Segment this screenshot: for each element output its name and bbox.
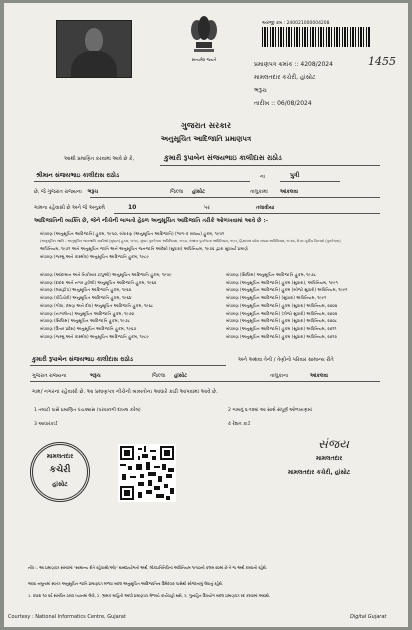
order-item: બંધારણ (પોંડિચેરી) અનુસૂચિત આદિજાતિ હુકમ, ૧૯૬૪ xyxy=(40,295,132,301)
handwritten-number: 1455 xyxy=(368,55,396,68)
orders-right-list xyxy=(226,271,347,340)
issue-date-row xyxy=(254,100,312,108)
parent-name: શ્રીમાન સંજયભાઇ કાલીદાસ રાઠોડ xyxy=(36,172,120,179)
order-item: બંધારણ (અનુસૂચિત આદિજાતિ) હુકમ (સુધારા), અધિનિયમ, ૧૯૯૧ xyxy=(226,279,338,285)
order-item: બંધારણ (અનુસૂચિત આદિજાતિ) હુકમ (સુધારા) અધિનિયમ, ૨૦૧૧ xyxy=(226,325,337,331)
government-title: ગુજરાત સરકાર xyxy=(181,121,231,130)
relation-label: ના xyxy=(260,174,265,180)
certificate-number: 4208/2024 xyxy=(300,61,333,68)
certificate-number-label: પ્રમાણપત્ર ક્રમાંક :: xyxy=(254,61,299,68)
taluka-label: તાલુકામાં xyxy=(250,189,268,195)
family-suffix: અને અથવા તેની / તેણીનો પરિવાર સામાન્ય રીતે xyxy=(238,357,334,363)
family-name: કુમારી રૂપાબેન સંજયભાઇ કાલીદાસ રાઠોડ xyxy=(32,356,134,363)
order-item: બંધારણ (અનુસૂચિત આદિજાતિ) (સુધારા) અધિનિયમ, ૧૯૯૧ xyxy=(226,295,327,301)
relation-value: પુત્રી xyxy=(290,172,300,179)
basis-item: 2 ગામનું ૬-૧૨માં આ સાથે સંપૂર્ણ ઓળખાણમાં xyxy=(228,408,312,413)
footer-brand: Digital Gujarat xyxy=(350,614,387,620)
entry-prefix: ગામના રહેવાસી છે અને જે અનુક્રમે xyxy=(34,205,105,211)
officer-signature: સંજય xyxy=(318,437,349,451)
order-item: બંધારણ (આંદામાન અને નિકોબાર ટાપુઓ) અનુસૂચિત આદિજાતિ હુકમ, ૧૯૫૯ xyxy=(40,272,172,277)
basis-item: 1 તલાટી પાસે પ્રમાણિત પંચક્યાસ (પરવાનગી દાખલ કરેલ) xyxy=(34,408,141,413)
orders-top-list xyxy=(40,230,341,260)
resides-district-label: જિલ્લા xyxy=(152,373,166,379)
order-item: બંધારણ (અનુસૂચિત આદિજાતિ) હુકમ (સુધારા) અધિનિયમ, ૨૦૦૮ xyxy=(226,318,338,324)
barcode xyxy=(262,27,370,47)
state-line xyxy=(34,189,98,195)
resides-prefix: ગુજરાત રાજ્યના xyxy=(32,373,67,379)
order-item: બંધારણ (અનુસૂચિત આદિજાતિ) હુકમ, ૧૯૫૦, બંધારણ (અનુસૂચિત આદિજાતિ) (ભાગ-ક રાજ્ય) હુકમ, ૧૯૫૧ xyxy=(40,231,225,236)
note-2: આવા નમૂનામાં સ્વતંત્ર અનુસૂચિત જાતિ પ્રમાણપત્ર મળવા બદલ અનુસૂચિત આદિજાતિના ઉમેદવાર પાસેથી સોગંદનામું લેવાનું રહેશે. xyxy=(28,581,224,586)
resides-taluka-label: તાલુકાના xyxy=(270,373,289,379)
application-number: અરજી ક્રમ : 240021000004208 xyxy=(262,21,330,26)
certify-prefix: આથી પ્રમાણિત કરવામાં આવે છે કે, xyxy=(64,156,135,162)
applicant-photo xyxy=(56,20,132,78)
stamp-text-bottom: હાંસોટ xyxy=(52,481,68,488)
resides-village: આંકલવા xyxy=(310,373,329,379)
order-item: બંધારણ (અનુસૂચિત આદિજાતિ) (ત્રીજો સુધારો) અધિનિયમ, ૨૦૦૨ xyxy=(226,310,338,316)
order-item: બંધારણ (સિક્કિમ) અનુસૂચિત આદિજાતિ હુકમ, ૧૯૭૮ xyxy=(40,318,131,324)
tribe-line: આદિજાતિની વ્યક્તિ છે, જેને નીચેની બાબતો હેઠળ અનુસૂચિત આદિજાતિ તરીકે ઓળખવામાં આવે છે :- xyxy=(34,218,269,224)
basis-item: 3 આધારકાર્ડ xyxy=(34,422,58,427)
order-item: બંધારણ (અનુસૂચિત આદિજાતિ) હુકમ (સુધારા) અધિનિયમ, ૨૦૧૨ xyxy=(226,333,337,339)
district-label: જિલ્લા xyxy=(170,189,184,195)
certificate-number-row xyxy=(254,61,333,69)
order-item: અધિનિયમ, ૧૯૭૧ અને અનુસૂચિત જાતિ અને અનુસૂચિત જનજાતિ આદેશો (સુધારા) અધિનિયમ, ૧૯૭૬ દ્વારા સુધાર્યા પ્રમાણે xyxy=(40,246,248,252)
order-item: બંધારણ (જમ્મુ અને કાશ્મીર) અનુસૂચિત આદિજાતિ હુકમ, ૧૯૮૯ xyxy=(40,333,149,339)
footer-courtesy: Courtesy : National Informatics Centre, Gujarat xyxy=(8,614,126,620)
note-3: 1. વધારા ૧૦ વર્ષ સંબંધિત ઠરાવ ધ્યાનમાં લેવો, 2. ભ્રામક માહિતી આપી પ્રમાણપત્ર મેળવ્યે કાર્યવાહી થશે, 3. ગુનાહિત ઉપયોગ બદલ પ્રમાણપત્ર રદ કરવામાં આવશે. xyxy=(28,593,271,598)
order-item: (અનુસૂચિત જાતિ - અનુસૂચિત જનજાતિ યાદીઓ (સુધારા) હુકમ, ૧૯૫૬, મુંબઇ પુનર્રચના અધિનિયમ, ૧૯૬૦, પંજાબ પુનર્રચના અધિનિયમ, ૧૯૬૬, હિમાચલ પ્રદેશ રાજ્ય અધિનિયમ, ૧૯૭૦, ઉત્તર-પૂર્વીય વિસ્તારો (પુનર્રચના) xyxy=(40,238,341,243)
district-header: ભરૂચ xyxy=(254,87,267,94)
tribe-name: તલાવીયા xyxy=(256,205,275,211)
stamp-text-top: મામલતદાર xyxy=(46,453,74,460)
issued-basis-line: ગામ/ નગરનાં રહેવાસી છે. આ પ્રમાણપત્ર નીચેની બાબતોના આધારે કાઢી આપવામાં આવે છે. xyxy=(32,389,218,395)
qr-code xyxy=(118,444,176,502)
entry-mid: પર xyxy=(204,205,210,211)
basis-item: 4 રેશન કાર્ડ xyxy=(228,422,251,427)
order-item: બંધારણ (લક્ષદ્વીપ) અનુસૂચિત આદિજાતિ હુકમ, ૧૯૬૨ xyxy=(40,287,132,293)
officer-office: મામલતદાર કચેરી, હાંસોટ xyxy=(288,469,351,476)
issue-date: 06/08/2024 xyxy=(277,100,312,107)
district-value: ભરૂચ xyxy=(87,189,99,195)
officer-designation: મામલતદાર xyxy=(316,455,343,462)
emblem-caption: સત્યમેવ જયતે xyxy=(191,57,217,62)
order-item: બંધારણ (સિક્કિમ) અનુસૂચિત આદિજાતિ હુકમ, ૧૯૭૮ xyxy=(226,272,317,277)
entry-number: 10 xyxy=(128,204,137,211)
order-item: બંધારણ (અનુસૂચિત આદિજાતિ) હુકમ (સુધારા) અધિનિયમ, ૨૦૦૨ xyxy=(226,302,338,308)
order-item: બંધારણ (નાગાલેન્ડ) અનુસૂચિત આદિજાતિ હુકમ, ૧૯૭૦ xyxy=(40,310,135,316)
applicant-name: કુમારી રૂપાબેન સંજયભાઇ કાલીદાસ રાઠોડ xyxy=(164,154,282,162)
certificate-page xyxy=(4,3,408,627)
taluka-value: હાંસોટ xyxy=(192,189,205,195)
state-prefix: છે, જે ગુજરાત રાજ્યના xyxy=(34,189,82,195)
order-item: બંધારણ (અનુસૂચિત આદિજાતિ) હુકમ (બીજો સુધારો) અધિનિયમ, ૧૯૯૧ xyxy=(226,287,348,293)
certificate-title: અનુસૂચિત આદિજાતિ પ્રમાણપત્ર xyxy=(160,135,252,143)
stamp-text-mid: કચેરી xyxy=(49,465,71,475)
order-item: બંધારણ (જમ્મુ અને કાશ્મીર) અનુસૂચિત આદિજાતિ હુકમ, ૧૯૮૯ xyxy=(40,253,149,259)
village-value: આંકલવા xyxy=(280,189,299,195)
orders-left-list xyxy=(40,271,172,340)
issuing-office: મામલતદાર કચેરી, હાંસોટ xyxy=(254,74,316,81)
national-emblem-icon xyxy=(185,12,223,56)
resides-taluka: હાંસોટ xyxy=(174,373,187,379)
order-item: બંધારણ (ઉત્તર પ્રદેશ) અનુસૂચિત આદિજાતિ હુકમ, ૧૯૬૭ xyxy=(40,325,137,331)
order-item: બંધારણ (દાદરા અને નગર હવેલી) અનુસૂચિત આદિજાતિ હુકમ, ૧૯૬૨ xyxy=(40,279,157,285)
office-stamp xyxy=(30,442,90,502)
order-item: બંધારણ (ગોવા, દમણ અને દીવ) અનુસૂચિત આદિજાતિ હુકમ, ૧૯૬૮ xyxy=(40,302,154,308)
issue-date-label: તારીખ :: xyxy=(254,100,276,107)
note-1: નોંધ :- આ પ્રમાણપત્ર સંબંધમાં "સામાન્ય રીતે રહેવાસી(ઓ)" શબ્દપ્રયોગનો અર્થ, લોકપ્રતિનિધિત્વ અધિનિયમ ૧૯૫૦ની કલમ ૨૦માં છે તે જ અર્થ કરવાનો રહેશે. xyxy=(28,565,268,570)
resides-district: ભરૂચ xyxy=(90,373,101,379)
